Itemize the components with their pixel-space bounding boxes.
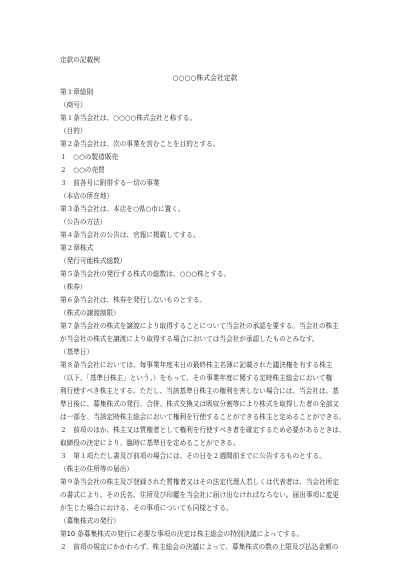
article-text: 利行使すべき株主とする。ただし、当該基準日株主の権利を害しない場合には、当会社は、基: [60, 387, 339, 395]
article-text: が生じた場合における、その事項についても同様とする。: [60, 504, 233, 512]
article-text: 第５条当会社の発行する株式の総数は、○○○株とする。: [60, 270, 231, 278]
article-text: ２ 前項のほか、株主又は質権者として権利を行使すべき者を確定するため必要があるときは、: [60, 426, 346, 434]
article-text: ２ 前項の規定にかかわらず、株主総会の決議によって、募集株式の数の上限及び払込金額の: [60, 543, 339, 551]
article-text: （以下、「基準日株主」という。）をもって、その事業年度に関する定時株主総会において権: [60, 374, 333, 382]
article-text: 第６条当会社は、株券を発行しないものとする。: [60, 296, 207, 304]
article-text: 準日後に、募集株式の発行、合併、株式交換又は吸収分割等により株式を取得した者の全部又: [60, 400, 340, 408]
chapter-heading: 第２章株式: [60, 244, 94, 252]
list-item: ２ ○○の売買: [60, 166, 105, 174]
article-text: が当会社の株式を譲渡により取得する場合においては当会社が承認したものとみなす。: [60, 335, 319, 343]
article-text: 取締役の決定により、臨時に基準日を定めることができる。: [60, 439, 240, 447]
article-text: 第10 条募集株式の発行に必要な事項の決定は株主総会の特別決議によってする。: [60, 530, 304, 538]
article-heading: （目的）: [60, 127, 87, 135]
article-heading: （株券）: [60, 283, 87, 291]
article-heading: （公告の方法）: [60, 218, 107, 226]
article-heading: （本店の所在地）: [60, 192, 114, 200]
article-heading: （発行可能株式総数）: [60, 257, 127, 265]
article-text: 第３条当会社は、本店を○県○市に置く。: [60, 205, 185, 213]
article-text: の書式により、その氏名、住所及び印鑑を当会社に届け出なければならない。届出事項に変更: [60, 491, 340, 499]
list-item: １ ○○の製造販売: [60, 153, 119, 161]
document-header-label: 定款の記載例: [60, 56, 100, 64]
article-heading: （募集株式の発行）: [60, 517, 120, 525]
article-heading: （商号）: [60, 101, 87, 109]
article-text: 第７条当会社の株式を譲渡により取得することについて当会社の承認を要する。当会社の株主: [60, 322, 339, 330]
article-text: は一部を、当該定時株主総会において権利を行使することができる株主と定めることができる。: [60, 413, 346, 421]
article-heading: （株式の譲渡制限）: [60, 309, 120, 317]
article-text: ３ 第１項ただし書及び前項の場合には、その日を２週間前までに公告するものとする。: [60, 452, 326, 460]
article-text: 第１条当会社は、○○○○株式会社と称する。: [60, 114, 197, 122]
article-heading: （基準日）: [60, 348, 94, 356]
article-text: 第２条当会社は、次の事業を営むことを目的とする。: [60, 140, 220, 148]
article-text: 第８条当会社においては、毎事業年度末日の最終株主名簿に記載された議決権を有する株主: [60, 361, 333, 369]
article-heading: （株主の住所等の届出）: [60, 465, 134, 473]
chapter-heading: 第１章総則: [60, 88, 94, 96]
article-text: 第４条当会社の公告は、官報に掲載してする。: [60, 231, 200, 239]
document-title: ○○○○株式会社定款: [172, 74, 238, 82]
article-text: 第９条当会社の株主及び登録された質権者又はその法定代理人若しくは代表者は、当会社所定: [60, 478, 340, 486]
list-item: ３ 前各号に附帯する一切の事業: [60, 179, 160, 187]
